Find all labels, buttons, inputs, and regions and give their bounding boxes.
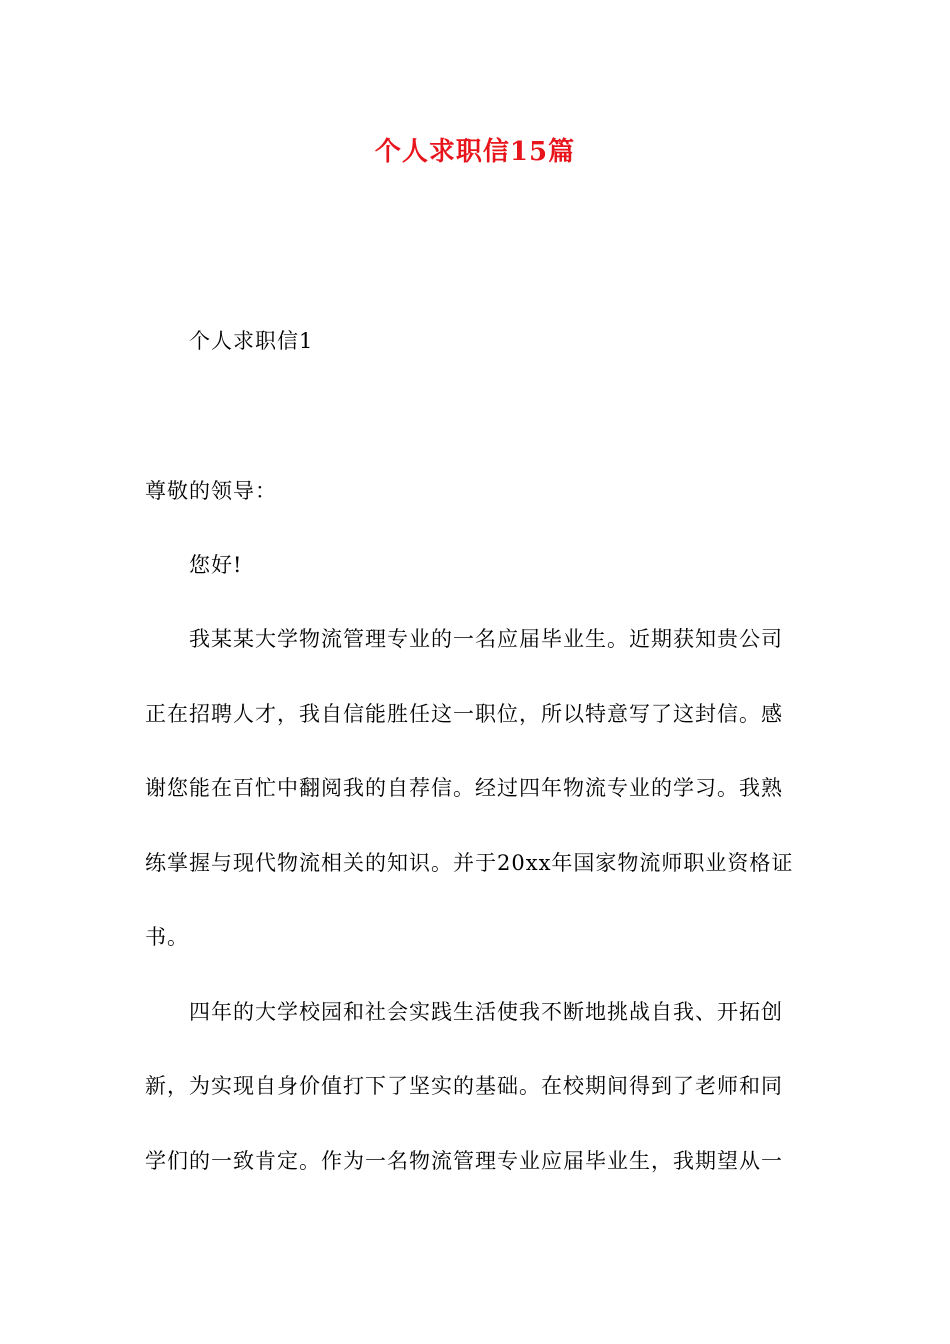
paragraph-line: 谢您能在百忙中翻阅我的自荐信。经过四年物流专业的学习。我熟 xyxy=(145,776,783,800)
paragraph-line: 新，为实现自身价值打下了坚实的基础。在校期间得到了老师和同 xyxy=(145,1074,783,1098)
document-title: 个人求职信15篇 xyxy=(374,137,576,167)
paragraph-line: 正在招聘人才，我自信能胜任这一职位，所以特意写了这封信。感 xyxy=(145,702,783,726)
section-heading: 个人求职信1 xyxy=(189,329,314,353)
salutation: 尊敬的领导： xyxy=(145,479,277,503)
paragraph-line: 我某某大学物流管理专业的一名应届毕业生。近期获知贵公司 xyxy=(189,627,783,651)
paragraph-line: 书。 xyxy=(145,925,189,949)
paragraph-line: 学们的一致肯定。作为一名物流管理专业应届毕业生，我期望从一 xyxy=(145,1149,783,1173)
paragraph-line: 四年的大学校园和社会实践生活使我不断地挑战自我、开拓创 xyxy=(189,1000,783,1024)
paragraph-line: 练掌握与现代物流相关的知识。并于20xx年国家物流师职业资格证 xyxy=(145,851,794,875)
greeting: 您好! xyxy=(189,553,243,577)
